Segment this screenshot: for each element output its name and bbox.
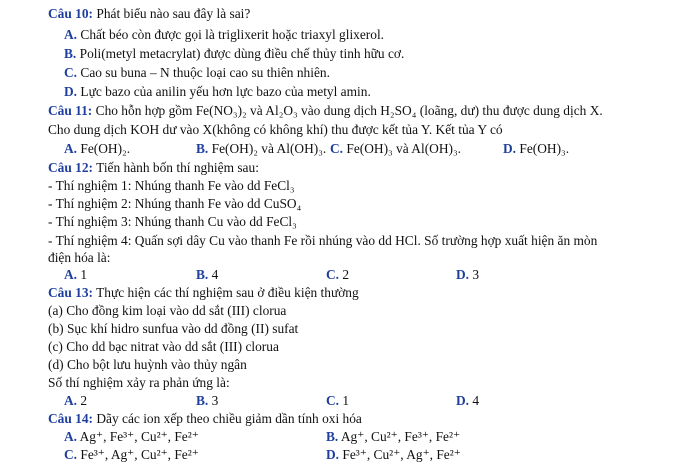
q11-option-a: A. Fe(OH)₂. xyxy=(64,141,131,156)
q12-option-d: D. 3 xyxy=(456,267,480,282)
q11-option-c: C. Fe(OH)₃ và Al(OH)₃. xyxy=(330,141,461,156)
q11-option-d: D. Fe(OH)₃. xyxy=(503,141,570,156)
q12-option-a: A. 1 xyxy=(64,267,88,282)
q14-label: Câu 14: xyxy=(48,411,94,426)
q10-option-a: A. Chất béo còn được gọi là triglixerit hoặc triaxyl glixerol. xyxy=(64,27,385,42)
q11-header xyxy=(48,102,603,119)
q14-option-d: D. Fe³⁺, Cu²⁺, Ag⁺, Fe²⁺ xyxy=(326,447,461,462)
q13-item-a: (a) Cho đồng kim loại vào dd sắt (III) clorua xyxy=(48,303,287,318)
q12-header xyxy=(48,159,259,176)
q14-option-a: A. Ag⁺, Fe³⁺, Cu²⁺, Fe²⁺ xyxy=(64,429,199,444)
q13-question: Số thí nghiệm xảy ra phản ứng là: xyxy=(48,375,230,390)
q11-label: Câu 11: xyxy=(48,103,93,118)
q14-header xyxy=(48,410,362,427)
q12-option-c: C. 2 xyxy=(326,267,350,282)
q14-stem: Dãy các ion xếp theo chiều giảm dần tính oxi hóa xyxy=(96,411,362,426)
q13-option-d: D. 4 xyxy=(456,393,480,408)
q10-header xyxy=(48,5,250,22)
q13-option-a: A. 2 xyxy=(64,393,88,408)
q11-stem-line2: Cho dung dịch KOH dư vào X(không có không khí) thu được kết tủa Y. Kết tủa Y có xyxy=(48,122,503,137)
q12-item-4: - Thí nghiệm 4: Quấn sợi dây Cu vào thanh Fe rồi nhúng vào dd HCl. Số trường hợp xuất hiện ăn mòn xyxy=(48,233,598,248)
q10-stem: Phát biểu nào sau đây là sai? xyxy=(96,6,251,21)
q13-item-c: (c) Cho dd bạc nitrat vào dd sắt (III) clorua xyxy=(48,339,279,354)
q10-option-c: C. Cao su buna – N thuộc loại cao su thiên nhiên. xyxy=(64,65,330,80)
q13-header xyxy=(48,284,359,301)
q14-option-b: B. Ag⁺, Cu²⁺, Fe³⁺, Fe²⁺ xyxy=(326,429,461,444)
q12-item-3: - Thí nghiệm 3: Nhúng thanh Cu vào dd FeCl₃ xyxy=(48,214,297,229)
q13-item-d: (d) Cho bột lưu huỳnh vào thủy ngân xyxy=(48,357,247,372)
q11-stem-line1: Cho hỗn hợp gồm Fe(NO₃)₂ và Al₂O₃ vào dung dịch H₂SO₄ (loãng, dư) thu được dung dịch X. xyxy=(95,103,603,118)
q10-option-b: B. Poli(metyl metacrylat) được dùng điều chế thủy tinh hữu cơ. xyxy=(64,46,405,61)
q12-item-1: - Thí nghiệm 1: Nhúng thanh Fe vào dd FeCl₃ xyxy=(48,178,295,193)
q13-option-c: C. 1 xyxy=(326,393,350,408)
q13-item-b: (b) Sục khí hidro sunfua vào dd đồng (II) sufat xyxy=(48,321,299,336)
q12-item-4-cont: điện hóa là: xyxy=(48,250,111,265)
q13-stem: Thực hiện các thí nghiệm sau ở điều kiện thường xyxy=(96,285,359,300)
q14-option-c: C. Fe³⁺, Ag⁺, Cu²⁺, Fe²⁺ xyxy=(64,447,199,462)
q10-option-d: D. Lực bazo của anilin yếu hơn lực bazo của metyl amin. xyxy=(64,84,371,99)
q11-option-b: B. Fe(OH)₂ và Al(OH)₃. xyxy=(196,141,327,156)
q12-label: Câu 12: xyxy=(48,160,94,175)
q12-stem: Tiến hành bốn thí nghiệm sau: xyxy=(96,160,259,175)
q10-label: Câu 10: xyxy=(48,6,94,21)
q12-item-2: - Thí nghiệm 2: Nhúng thanh Fe vào dd CuSO₄ xyxy=(48,196,302,211)
q12-option-b: B. 4 xyxy=(196,267,219,282)
q13-option-b: B. 3 xyxy=(196,393,219,408)
q13-label: Câu 13: xyxy=(48,285,94,300)
